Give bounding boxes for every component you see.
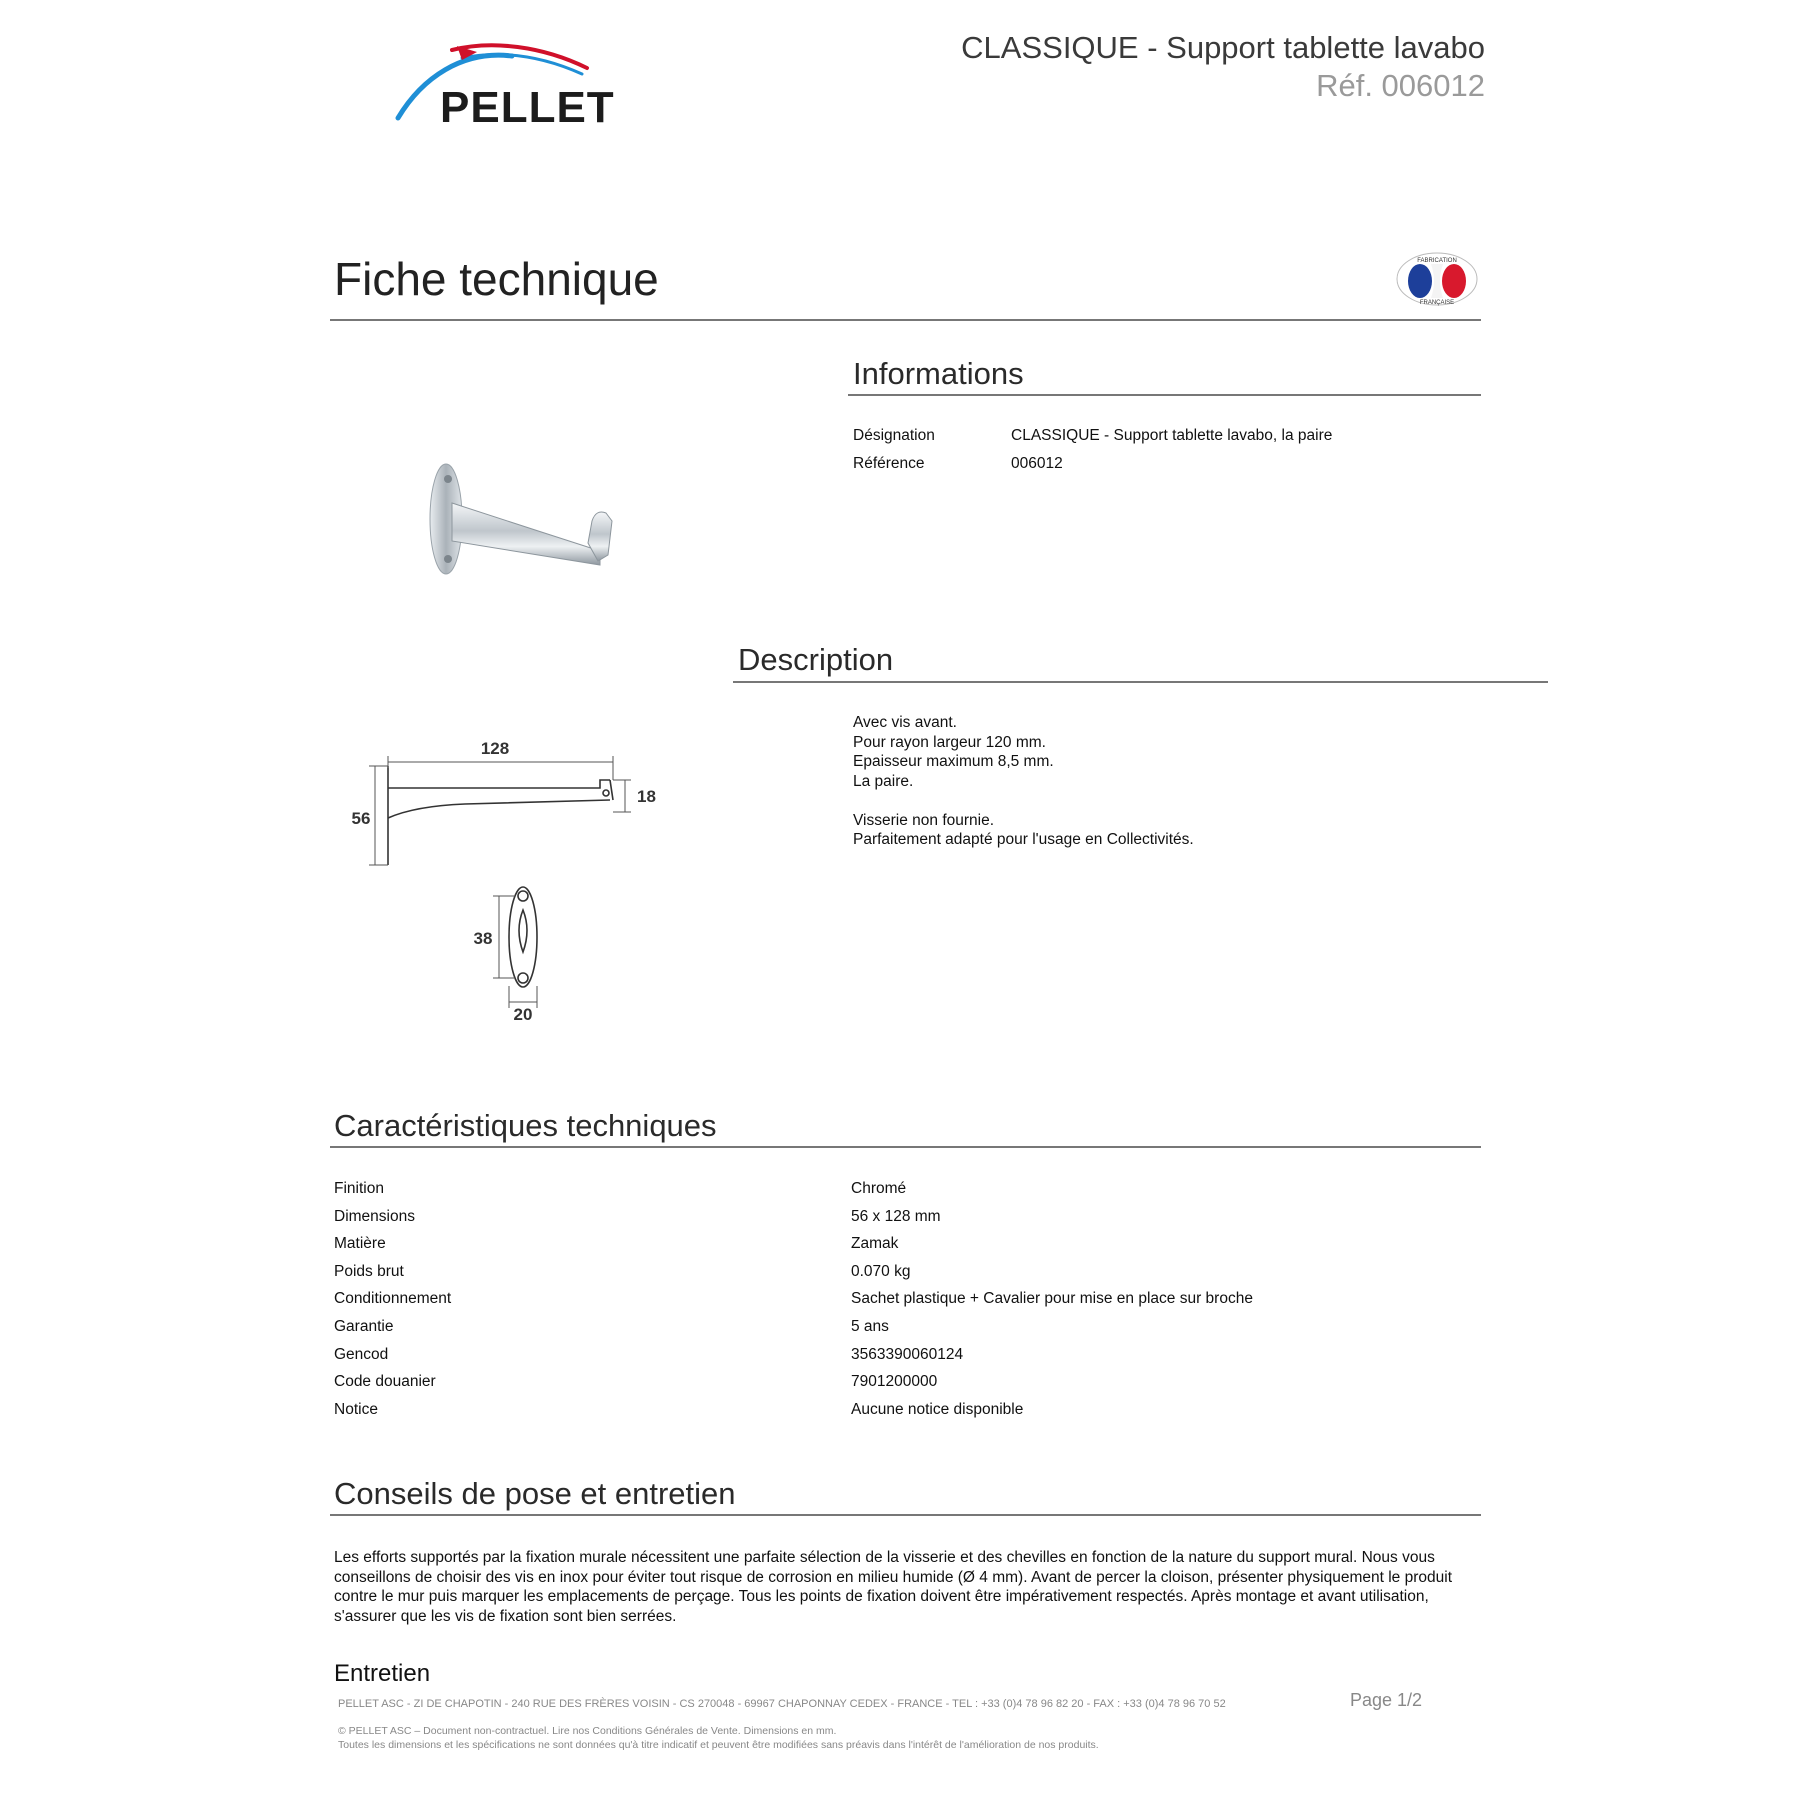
- spec-value: Chromé: [851, 1180, 907, 1197]
- description-line: Avec vis avant.: [853, 714, 957, 731]
- bracket-photo-icon: [360, 355, 700, 655]
- table-row: [334, 1208, 1484, 1236]
- product-photo: [360, 355, 700, 655]
- table-row: [334, 1180, 1484, 1208]
- spec-label: Conditionnement: [334, 1290, 452, 1308]
- spec-label: Matière: [334, 1235, 386, 1253]
- description-line: [853, 791, 1194, 811]
- entretien-title: Entretien: [334, 1660, 431, 1687]
- spec-value: Aucune notice disponible: [851, 1400, 1024, 1418]
- spec-label: Poids brut: [334, 1262, 404, 1280]
- info-value-designation: CLASSIQUE - Support tablette lavabo, la paire: [1011, 427, 1333, 444]
- table-row: [334, 1373, 1484, 1401]
- info-value-reference: 006012: [1011, 455, 1063, 472]
- spec-label: Dimensions: [334, 1207, 415, 1225]
- informations-rule: [848, 394, 1481, 396]
- footer-legal: [338, 1724, 1099, 1752]
- conseils-title: Conseils de pose et entretien: [334, 1476, 736, 1511]
- pellet-logo: [392, 38, 642, 128]
- footer-legal-line: Toutes les dimensions et les spécifications ne sont données qu'à titre indicatif et peuvent être modifiées sans préavis dans l'intérêt de l'amélioration de nos produits.: [338, 1739, 1099, 1751]
- table-row: [334, 1318, 1484, 1346]
- spec-label: Notice: [334, 1400, 378, 1418]
- dim-height-label: 56: [351, 809, 371, 828]
- french-flag-icon: [1395, 251, 1479, 307]
- informations-title: Informations: [853, 356, 1024, 391]
- spec-value: 56 x 128 mm: [851, 1207, 941, 1225]
- description-line: Visserie non fournie.: [853, 811, 995, 829]
- info-label-reference: Référence: [853, 455, 925, 472]
- caracteristiques-title: Caractéristiques techniques: [334, 1108, 717, 1143]
- dim-plate-height-label: 38: [473, 929, 493, 948]
- badge-bottom-text: FRANÇAISE: [1419, 300, 1455, 306]
- page-title: Fiche technique: [334, 253, 659, 305]
- header-reference: Réf. 006012: [1316, 68, 1485, 103]
- description-line: La paire.: [853, 772, 914, 790]
- dim-plate-width-label: 20: [513, 1005, 533, 1020]
- footer-legal-line: © PELLET ASC – Document non-contractuel. Lire nos Conditions Générales de Vente. Dimensions en mm.: [338, 1725, 837, 1737]
- spec-value: Sachet plastique + Cavalier pour mise en place sur broche: [851, 1290, 1253, 1308]
- description-line: Pour rayon largeur 120 mm.: [853, 733, 1046, 751]
- spec-label: Gencod: [334, 1345, 389, 1363]
- spec-value: 5 ans: [851, 1317, 889, 1335]
- footer-page-number: Page 1/2: [1350, 1690, 1423, 1710]
- description-title: Description: [738, 642, 894, 677]
- caracteristiques-rule: [330, 1146, 1481, 1148]
- info-label-designation: Désignation: [853, 427, 935, 444]
- badge-top-text: FABRICATION: [1417, 258, 1457, 264]
- description-line: Parfaitement adapté pour l'usage en Collectivités.: [853, 831, 1194, 848]
- spec-label: Finition: [334, 1180, 384, 1197]
- header-product-title: CLASSIQUE - Support tablette lavabo: [961, 30, 1485, 65]
- conseils-text: Les efforts supportés par la fixation murale nécessitent une parfaite sélection de la visserie et des chevilles en fonction de la nature du support mural. Nous vous conseillons de choisir des vis en inox pour éviter tout risque de corrosion en milieu humide (Ø 4 mm). Avant de percer la cloison, présenter physiquement le produit contre le mur puis marquer les emplacements de perçage. Tous les points de fixation doivent être impérativement respectés. Après montage et avant utilisation, s'assurer que les vis de fixation sont bien serrées.: [334, 1549, 1453, 1625]
- dim-lip-label: 18: [637, 787, 656, 806]
- spec-label: Garantie: [334, 1317, 394, 1335]
- spec-value: Zamak: [851, 1235, 899, 1253]
- table-row: [334, 1401, 1484, 1429]
- description-text: [853, 713, 1194, 850]
- technical-drawing: [345, 720, 665, 1020]
- logo-swoosh-icon: [392, 38, 642, 128]
- spec-value: 0.070 kg: [851, 1262, 911, 1280]
- logo-brand-text: PELLET: [440, 83, 615, 128]
- dim-length-label: 128: [480, 739, 510, 758]
- conseils-rule: [330, 1514, 1481, 1516]
- table-row: [334, 1346, 1484, 1374]
- footer-address: PELLET ASC - ZI DE CHAPOTIN - 240 RUE DES FRÈRES VOISIN - CS 270048 - 69967 CHAPONNAY CEDEX - FRANCE - TEL : +33 (0)4 78 96 82 20 - FAX : +33 (0)4 78 96 70 52: [338, 1698, 1226, 1710]
- table-row: [334, 1263, 1484, 1291]
- description-line: Epaisseur maximum 8,5 mm.: [853, 753, 1054, 770]
- caracteristiques-table: [334, 1180, 1484, 1428]
- dimension-drawing-icon: [345, 720, 665, 1020]
- table-row: [334, 1290, 1484, 1318]
- table-row: [334, 1235, 1484, 1263]
- spec-value: 3563390060124: [851, 1345, 964, 1363]
- spec-value: 7901200000: [851, 1373, 938, 1391]
- spec-label: Code douanier: [334, 1373, 436, 1391]
- page-title-rule: [330, 319, 1481, 321]
- fabrication-francaise-badge: [1395, 251, 1479, 307]
- description-rule: [733, 681, 1548, 683]
